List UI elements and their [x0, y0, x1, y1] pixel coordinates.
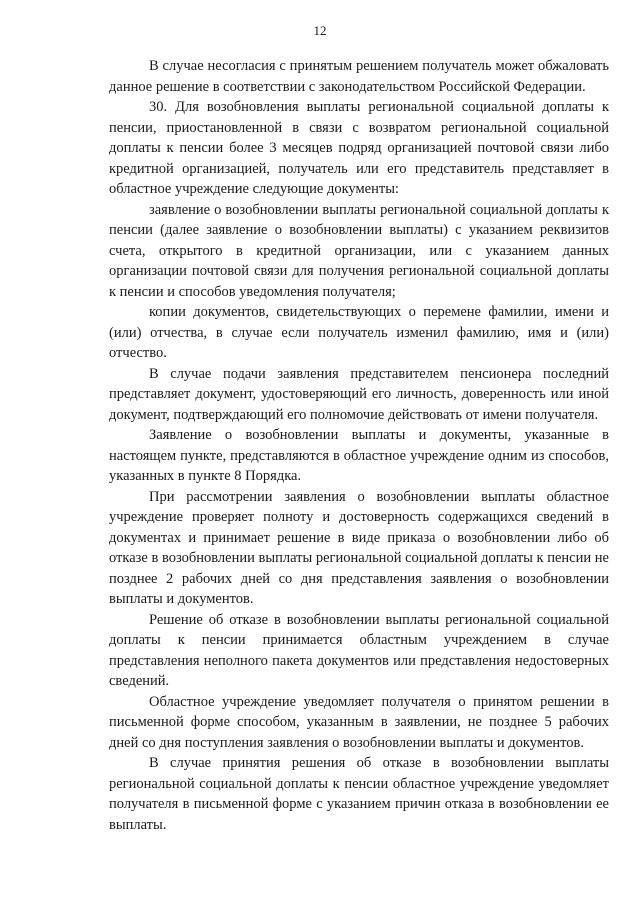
paragraph-resumption-application: заявление о возобновлении выплаты региональной социальной доплаты к пенсии (далее заявление о возобновлении выплаты) с указанием реквизитов счета, открытого в кредитной организации, или с указанием данных организации почтовой связи для получения региональной социальной доплаты к пенсии и способов уведомления получателя;	[109, 201, 609, 300]
paragraph-name-change-copies: копии документов, свидетельствующих о перемене фамилии, имени и (или) отчества, в случае если получатель изменил фамилию, имя и (или) отчество.	[109, 304, 609, 361]
paragraph-appeal-right: В случае несогласия с принятым решением получатель может обжаловать данное решение в соответствии с законодательством Российской Федерации.	[109, 58, 609, 95]
paragraph-refusal-notification: В случае принятия решения об отказе в возобновлении выплаты региональной социальной доплаты к пенсии областное учреждение уведомляет получателя в письменной форме с указанием причин отказа в возобновлении ее выплаты.	[109, 755, 609, 833]
paragraph-notification: Областное учреждение уведомляет получателя о принятом решении в письменной форме способом, указанным в заявлении, не позднее 5 рабочих дней со дня поступления заявления о возобновлении выплаты и документов.	[109, 693, 609, 751]
paragraph-item-30: 30. Для возобновления выплаты региональной социальной доплаты к пенсии, приостановленной в связи с возвратом региональной социальной доплаты к пенсии более 3 месяцев подряд организацией почтовой связи либо кредитной организацией, получатель или его представитель представляет в областное учреждение следующие документы:	[109, 99, 609, 197]
page-number: 12	[313, 23, 327, 38]
paragraph-refusal-grounds: Решение об отказе в возобновлении выплаты региональной социальной доплаты к пенсии принимается областным учреждением в случае представления неполного пакета документов или представления недостоверных сведений.	[109, 611, 609, 689]
paragraph-submission-methods: Заявление о возобновлении выплаты и документы, указанные в настоящем пункте, представляются в областное учреждение одним из способов, указанных в пункте 8 Порядка.	[109, 427, 609, 484]
document-body	[109, 56, 609, 835]
paragraph-representative: В случае подачи заявления представителем пенсионера последний представляет документ, удостоверяющий его личность, доверенность или иной документ, подтверждающий его полномочие действовать от имени получателя.	[109, 365, 609, 423]
paragraph-review-decision: При рассмотрении заявления о возобновлении выплаты областное учреждение проверяет полноту и достоверность содержащихся сведений в документах и принимает решение в виде приказа о возобновлении либо об отказе в возобновлении выплаты региональной социальной доплаты к пенсии не позднее 2 рабочих дней со дня представления заявления о возобновлении выплаты и документов.	[109, 488, 609, 607]
